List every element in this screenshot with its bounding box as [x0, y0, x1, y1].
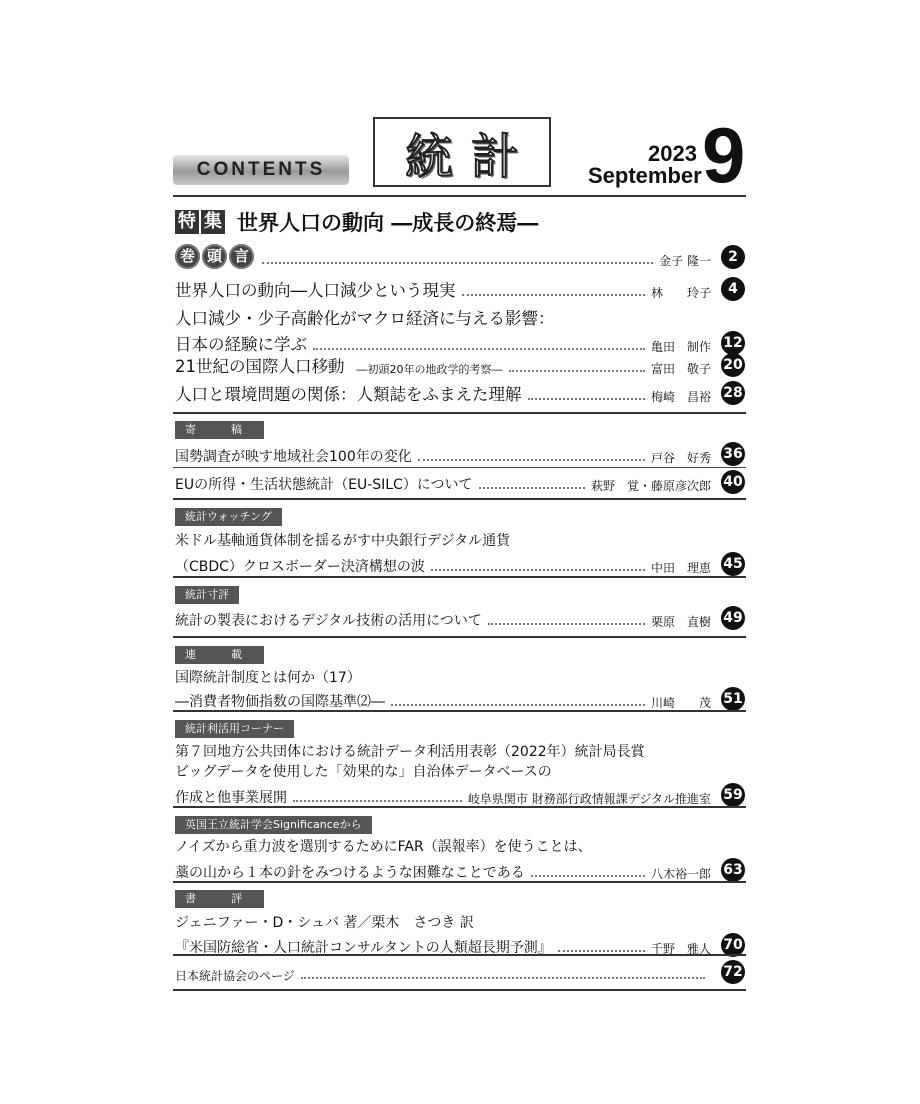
section-label-kiko: 寄 稿 — [175, 421, 264, 439]
entry-title: 国勢調査が映す地域社会100年の変化 — [175, 449, 412, 465]
toc-entry[interactable] — [175, 381, 745, 405]
entry-title: 統計の製表におけるデジタル技術の活用について — [175, 613, 482, 629]
section-rule — [173, 412, 746, 414]
entry-title: 21世紀の国際人口移動 — [175, 357, 345, 376]
kantogen-badge — [175, 244, 256, 269]
entry-title: EUの所得・生活状態統計（EU-SILC）について — [175, 477, 473, 493]
entry-title-line-2: 藁の山から１本の針をみつけるような困難なことである — [175, 865, 525, 881]
leader-dots — [488, 623, 645, 625]
entry-title-line-2: 日本の経験に学ぶ — [175, 335, 307, 354]
section-rule — [173, 806, 746, 808]
page-number-badge: 70 — [721, 933, 745, 957]
author: 八木裕一郎 — [650, 867, 711, 881]
leader-dots — [509, 370, 645, 372]
toc-entry[interactable] — [175, 960, 745, 984]
author: 亀田 制作 — [650, 340, 711, 354]
section-rule — [173, 636, 746, 638]
entry-title: 世界人口の動向―人口減少という現実 — [175, 281, 456, 300]
author: 千野 雅人 — [650, 942, 711, 956]
section-label-watching: 統計ウォッチング — [175, 508, 282, 526]
page-number-badge: 72 — [721, 960, 745, 984]
section-rule — [173, 881, 746, 883]
issue-year: 2023 — [648, 141, 697, 166]
page-number-badge: 40 — [721, 470, 745, 494]
page-number-badge: 36 — [721, 442, 745, 466]
leader-dots — [262, 262, 653, 264]
author: 富田 敬子 — [650, 362, 711, 376]
leader-dots — [479, 487, 585, 489]
toc-entry[interactable] — [175, 530, 745, 576]
contents-badge: CONTENTS — [173, 155, 349, 185]
entry-title-line-1: ビッグデータを使用した「効果的な」自治体データベースの — [175, 764, 552, 780]
leader-dots — [301, 977, 705, 979]
page-number-badge: 45 — [721, 552, 745, 576]
page-number-badge: 49 — [721, 606, 745, 630]
leader-dots — [528, 398, 645, 400]
special-tag-2: 集 — [201, 210, 225, 234]
page-number-badge: 59 — [721, 783, 745, 807]
special-tag-1: 特 — [175, 210, 199, 234]
author: 戸谷 好秀 — [650, 451, 711, 465]
special-feature-title: 世界人口の動向 ―成長の終焉― — [237, 210, 539, 235]
toc-entry[interactable] — [175, 912, 745, 957]
author: 栗原 直樹 — [650, 615, 711, 629]
page-number-badge: 28 — [721, 381, 745, 405]
entry-title: 『米国防総省・人口統計コンサルタントの人類超長期予測』 — [175, 940, 552, 956]
entry-title: 国際統計制度とは何か（17） — [175, 670, 361, 686]
author: 梅崎 昌裕 — [650, 390, 711, 404]
header-rule — [173, 195, 746, 197]
entry-pretitle: 第７回地方公共団体における統計データ利活用表彰（2022年）統計局長賞 — [175, 744, 645, 760]
page-number-badge: 20 — [721, 353, 745, 377]
kantogen-char-3: 言 — [229, 244, 254, 269]
toc-entry[interactable] — [175, 741, 745, 807]
leader-dots — [531, 875, 645, 877]
toc-entry[interactable] — [175, 305, 745, 355]
leader-dots — [391, 704, 645, 706]
leader-dots — [293, 800, 462, 802]
entry-title-line-1: ノイズから重力波を選別するためにFAR（誤報率）を使うことは、 — [175, 839, 592, 855]
section-label-shohyo: 書 評 — [175, 890, 264, 908]
toc-entry[interactable] — [175, 667, 745, 711]
section-rule — [173, 498, 746, 500]
entry-title-line-1: 米ドル基軸通貨体制を揺るがす中央銀行デジタル通貨 — [175, 533, 511, 549]
kantogen-char-2: 頭 — [202, 244, 227, 269]
leader-dots — [431, 569, 645, 571]
magazine-title-box — [373, 117, 551, 187]
section-label-significance: 英国王立統計学会Significanceから — [175, 816, 372, 834]
toc-entry[interactable] — [175, 836, 745, 882]
toc-entry[interactable] — [175, 353, 745, 377]
author: 中田 理恵 — [650, 561, 711, 575]
section-label-rensai: 連 載 — [175, 646, 264, 664]
toc-entry-kantogen[interactable] — [175, 244, 745, 269]
entry-title: 日本統計協会のページ — [175, 969, 295, 983]
page-number-badge: 2 — [721, 245, 745, 269]
author: 川崎 茂 — [650, 696, 711, 710]
author: 萩野 覚・藤原彦次郎 — [590, 479, 711, 493]
kantogen-char-1: 巻 — [175, 244, 200, 269]
entry-title-line-2: （CBDC）クロスボーダー決済構想の波 — [175, 559, 425, 575]
author: 林 玲子 — [650, 286, 711, 300]
leader-dots — [418, 459, 645, 461]
leader-dots — [558, 950, 645, 952]
section-label-sunpyo: 統計寸評 — [175, 586, 239, 604]
entry-title: 人口と環境問題の関係：人類誌をふまえた理解 — [175, 385, 522, 404]
entry-title-line-2: 作成と他事業展開 — [175, 790, 287, 806]
page-number-badge: 63 — [721, 858, 745, 882]
page-number-badge: 51 — [721, 687, 745, 711]
leader-dots — [313, 348, 645, 350]
section-rule — [173, 954, 746, 956]
entry-rule — [173, 467, 746, 468]
bottom-rule — [173, 989, 746, 991]
special-feature-heading — [175, 207, 538, 237]
toc-entry[interactable] — [175, 277, 745, 301]
issue-month-number: 9 — [702, 111, 746, 199]
toc-entry[interactable] — [175, 442, 745, 466]
magazine-title: 統計 — [404, 128, 537, 185]
entry-title-line-1: 人口減少・少子高齢化がマクロ経済に与える影響： — [175, 309, 555, 328]
page-number-badge: 4 — [721, 277, 745, 301]
author: 金子 隆一 — [659, 254, 711, 268]
entry-subtitle: ―消費者物価指数の国際基準⑵― — [175, 694, 385, 710]
page-number-badge: 12 — [721, 331, 745, 355]
author: 岐阜県関市 財務部行政情報課デジタル推進室 — [467, 792, 711, 806]
leader-dots — [462, 294, 645, 296]
entry-pretitle: ジェニファー・D・シュバ 著／栗木 さつき 訳 — [175, 915, 474, 931]
section-rule — [173, 576, 746, 578]
toc-entry[interactable] — [175, 470, 745, 494]
issue-month-en: September — [588, 163, 702, 188]
toc-entry[interactable] — [175, 606, 745, 630]
section-rule — [173, 710, 746, 712]
entry-subtitle: ―初頭20年の地政学的考察― — [356, 363, 503, 376]
section-label-katsuyo: 統計利活用コーナー — [175, 720, 294, 738]
